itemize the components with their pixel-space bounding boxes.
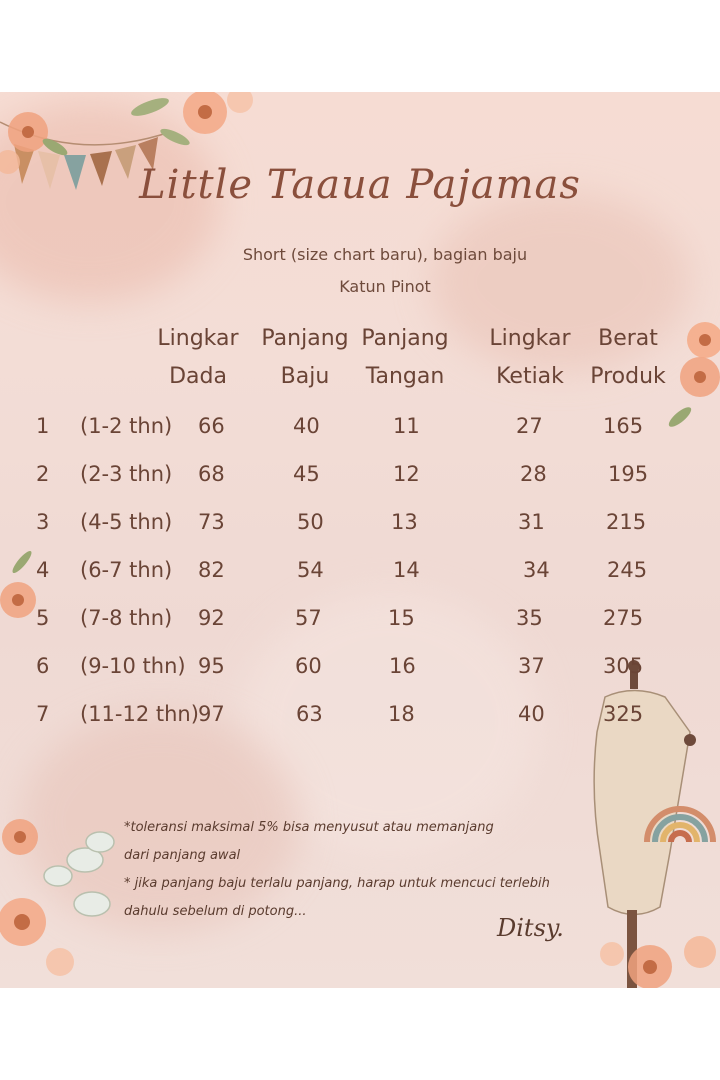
size-label: (1-2 thn) [80, 414, 173, 438]
panjang-tangan-value: 12 [393, 462, 420, 486]
size-label: (11-12 thn) [80, 702, 199, 726]
page-title: Little Taaua Pajamas [139, 162, 581, 208]
lingkar-ketiak-value: 28 [520, 462, 547, 486]
shell-icon [44, 832, 114, 916]
lingkar-dada-value: 73 [198, 510, 225, 534]
lingkar-dada-value: 82 [198, 558, 225, 582]
row-number: 3 [36, 510, 50, 534]
subtitle-line1: Short (size chart baru), bagian baju [242, 245, 528, 264]
panjang-baju-value: 54 [297, 558, 324, 582]
flower-icon [129, 92, 253, 148]
row-number: 2 [36, 462, 50, 486]
size-label: (6-7 thn) [80, 558, 173, 582]
berat-produk-value: 325 [603, 702, 644, 726]
column-header-panjang-baju: Panjang Baju [261, 326, 349, 389]
size-label: (4-5 thn) [80, 510, 173, 534]
row-number: 4 [36, 558, 50, 582]
panjang-baju-value: 40 [293, 414, 320, 438]
panjang-tangan-value: 14 [393, 558, 420, 582]
note-line: * jika panjang baju terlalu panjang, harap untuk mencuci terlebih [124, 876, 550, 891]
panjang-tangan-value: 15 [388, 606, 415, 630]
column-header-panjang-tangan: Panjang Tangan [361, 326, 449, 389]
row-number: 7 [36, 702, 50, 726]
table-row [0, 558, 720, 598]
lingkar-ketiak-value: 27 [516, 414, 543, 438]
lingkar-ketiak-value: 31 [518, 510, 545, 534]
flower-icon [600, 936, 716, 988]
table-row [0, 702, 720, 742]
lingkar-dada-value: 95 [198, 654, 225, 678]
panjang-baju-value: 60 [295, 654, 322, 678]
lingkar-dada-value: 68 [198, 462, 225, 486]
column-header-lingkar-ketiak: Lingkar Ketiak [489, 326, 571, 389]
note-line: dari panjang awal [124, 848, 241, 863]
lingkar-ketiak-value: 35 [516, 606, 543, 630]
lingkar-dada-value: 97 [198, 702, 225, 726]
subtitle-line2: Katun Pinot [339, 277, 431, 296]
column-header-berat-produk: Berat Produk [590, 326, 666, 389]
column-header-lingkar-dada: Lingkar Dada [157, 326, 239, 389]
table-row [0, 510, 720, 550]
berat-produk-value: 165 [603, 414, 644, 438]
panjang-tangan-value: 16 [389, 654, 416, 678]
size-chart-card [0, 92, 720, 988]
panjang-baju-value: 50 [297, 510, 324, 534]
lingkar-ketiak-value: 37 [518, 654, 545, 678]
table-row [0, 414, 720, 454]
size-label: (9-10 thn) [80, 654, 186, 678]
lingkar-dada-value: 92 [198, 606, 225, 630]
panjang-baju-value: 57 [295, 606, 322, 630]
note-line: dahulu sebelum di potong... [124, 904, 307, 919]
table-row [0, 654, 720, 694]
panjang-tangan-value: 13 [391, 510, 418, 534]
flower-icon [0, 819, 74, 976]
row-number: 1 [36, 414, 50, 438]
note-line: *toleransi maksimal 5% bisa menyusut atau memanjang [124, 820, 494, 835]
berat-produk-value: 305 [603, 654, 644, 678]
panjang-tangan-value: 18 [388, 702, 415, 726]
table-row [0, 462, 720, 502]
panjang-baju-value: 63 [296, 702, 323, 726]
berat-produk-value: 245 [607, 558, 648, 582]
table-row [0, 606, 720, 646]
lingkar-ketiak-value: 40 [518, 702, 545, 726]
lingkar-dada-value: 66 [198, 414, 225, 438]
berat-produk-value: 195 [608, 462, 649, 486]
row-number: 5 [36, 606, 50, 630]
panjang-tangan-value: 11 [393, 414, 420, 438]
berat-produk-value: 275 [603, 606, 644, 630]
size-label: (7-8 thn) [80, 606, 173, 630]
panjang-baju-value: 45 [293, 462, 320, 486]
lingkar-ketiak-value: 34 [523, 558, 550, 582]
size-label: (2-3 thn) [80, 462, 173, 486]
row-number: 6 [36, 654, 50, 678]
berat-produk-value: 215 [606, 510, 647, 534]
signature: Ditsy. [497, 914, 564, 942]
